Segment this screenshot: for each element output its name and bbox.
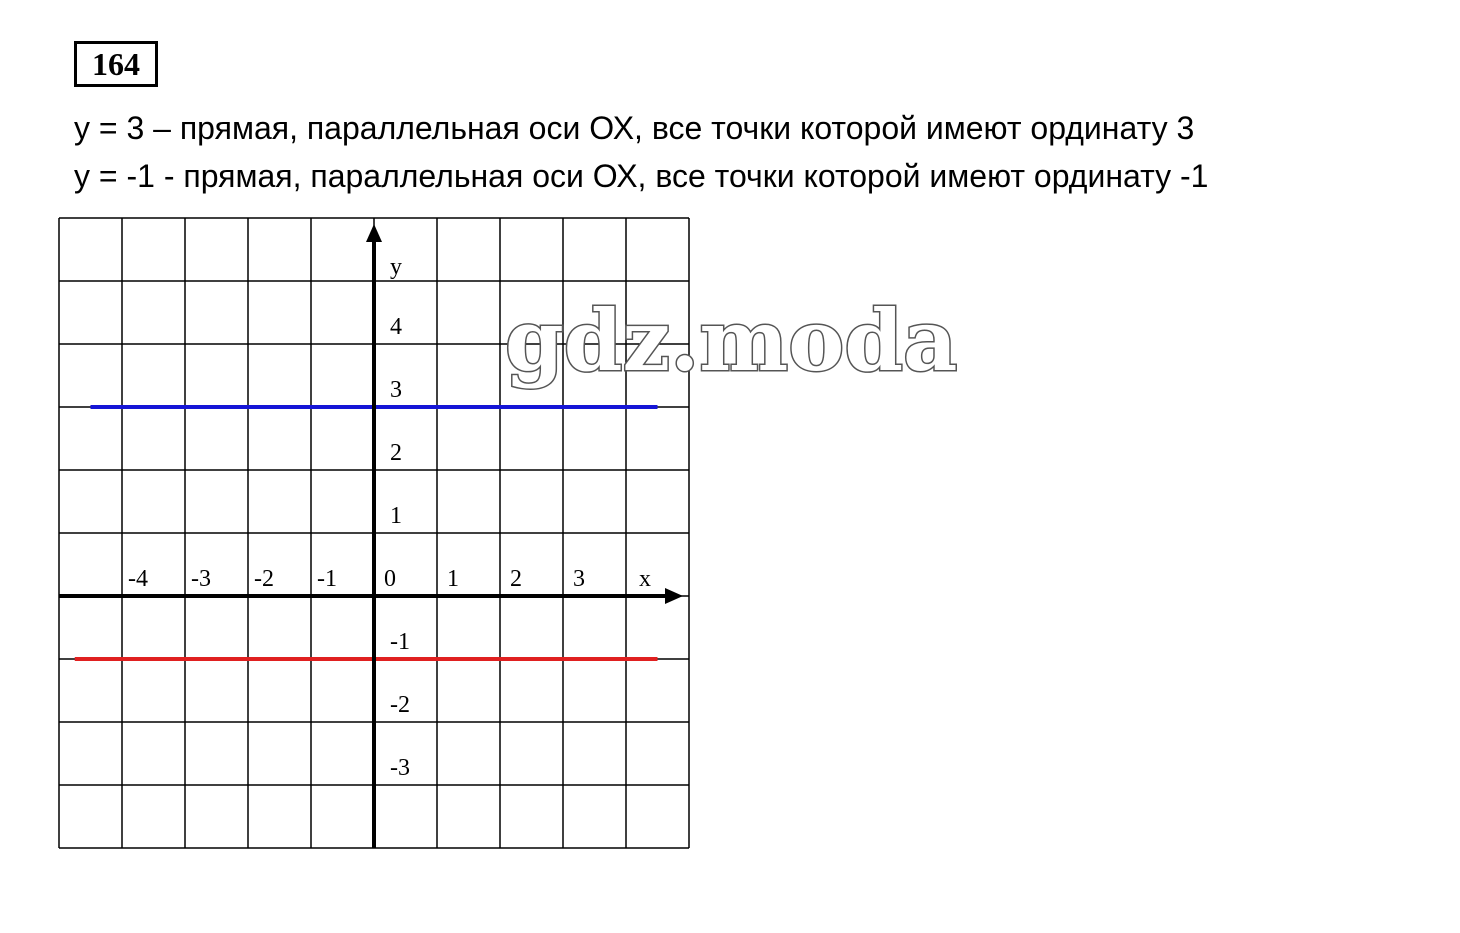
x-tick-label: 3 <box>573 566 585 592</box>
task-number: 164 <box>74 41 158 87</box>
y-tick-label: 1 <box>390 503 402 529</box>
x-tick-label: 1 <box>447 566 459 592</box>
y-tick-label: -2 <box>390 692 410 718</box>
x-tick-label: 2 <box>510 566 522 592</box>
x-axis-label: x <box>639 566 651 592</box>
explanation-line-2: y = -1 - прямая, параллельная оси ОХ, все точки которой имеют ординату -1 <box>74 158 1209 194</box>
explanation-line-1: y = 3 – прямая, параллельная оси ОХ, все точки которой имеют ординату 3 <box>74 110 1195 146</box>
x-tick-label: -2 <box>254 566 274 592</box>
y-tick-label: -3 <box>390 755 410 781</box>
x-tick-label: -3 <box>191 566 211 592</box>
y-tick-label: -1 <box>390 629 410 655</box>
x-axis-arrow <box>665 588 683 604</box>
y-tick-label: 4 <box>390 314 402 340</box>
watermark: gdz.moda <box>505 291 958 390</box>
x-tick-label: 0 <box>384 566 396 592</box>
x-tick-label: -1 <box>317 566 337 592</box>
y-axis-label: y <box>390 254 402 280</box>
x-tick-label: -4 <box>128 566 148 592</box>
y-axis-arrow <box>366 224 382 242</box>
y-tick-label: 3 <box>390 377 402 403</box>
y-tick-label: 2 <box>390 440 402 466</box>
